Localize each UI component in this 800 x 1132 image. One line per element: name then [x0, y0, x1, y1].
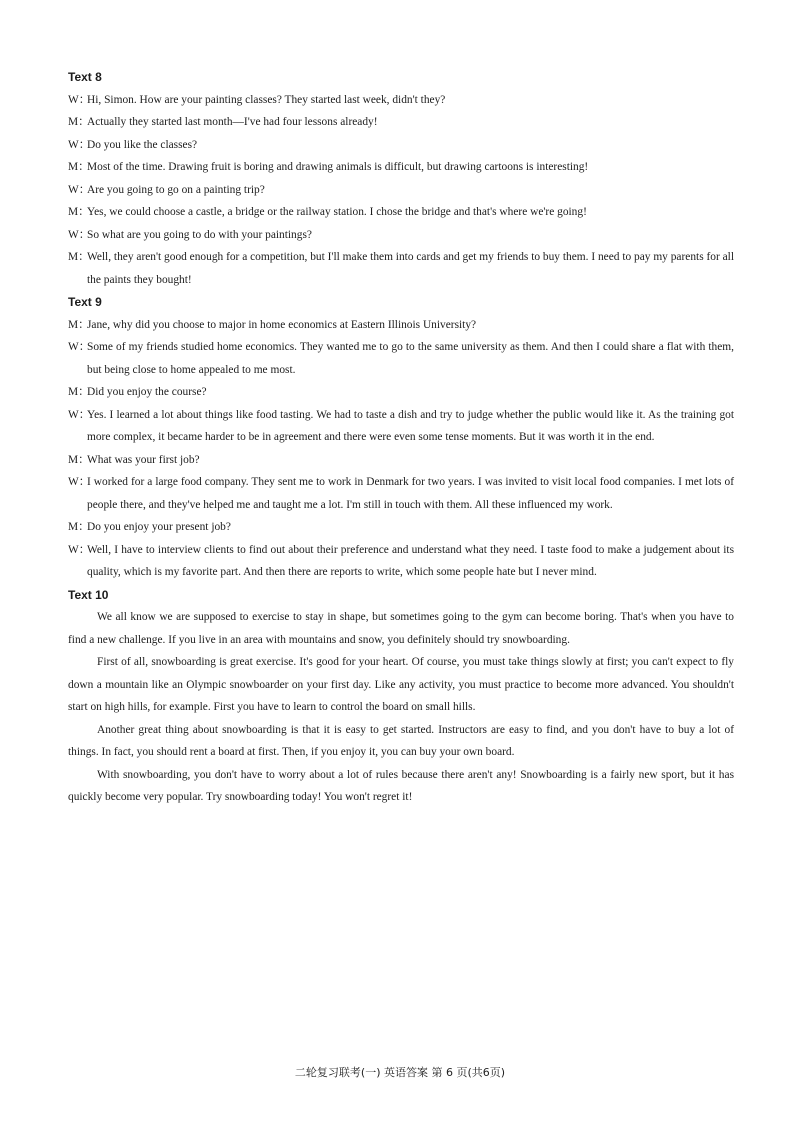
utterance: Well, they aren't good enough for a competition, but I'll make them into cards and get my friends to buy them. I need to pay my parents for all the paints they bought!: [87, 251, 734, 286]
paragraph: With snowboarding, you don't have to worry about a lot of rules because there aren't any! Snowboarding is a fairly new sport, but it has quickly become very popular. Try snowboarding today! You won't regret it!: [68, 768, 734, 803]
speaker-label: M：: [68, 161, 90, 173]
utterance: What was your first job?: [87, 453, 200, 466]
speaker-label: M：: [68, 521, 90, 533]
dialogue-line: [68, 179, 734, 202]
page-footer: 二轮复习联考(一) 英语答案 第 6 页(共6页): [294, 1066, 506, 1079]
dialogue-line: [68, 134, 734, 157]
dialogue-line: [68, 471, 734, 516]
speaker-label: M：: [68, 318, 90, 331]
utterance: Yes, we could choose a castle, a bridge or the railway station. I chose the bridge and that's where we're going!: [87, 206, 587, 218]
dialogue-line: [68, 516, 734, 539]
page-content: [68, 66, 734, 809]
dialogue-line: [68, 224, 734, 247]
dialogue-line: [68, 314, 734, 337]
utterance: I worked for a large food company. They sent me to work in Denmark for two years. I was invited to visit local food companies. I met lots of people there, and they've helped me and taught me a lot. I'm still in touch with them. All these influenced my work.: [87, 476, 734, 511]
dialogue-line: [68, 201, 734, 224]
speaker-label: W：: [68, 138, 91, 151]
dialogue-line: [68, 246, 734, 291]
utterance: Did you enjoy the course?: [87, 386, 207, 398]
utterance: Most of the time. Drawing fruit is boring and drawing animals is difficult, but drawing cartoons is interesting!: [87, 161, 589, 173]
dialogue-line: [68, 336, 734, 381]
speaker-label: W：: [68, 476, 91, 488]
speaker-label: M：: [68, 116, 90, 128]
paragraph: Another great thing about snowboarding is that it is easy to get started. Instructors are easy to find, and you don't have to buy a lot of things. In fact, you should rent a board at first. Then, if you enjoy it, you can buy your own board.: [68, 723, 734, 758]
section-heading: Text 8: [68, 70, 102, 84]
utterance: Do you enjoy your present job?: [87, 521, 231, 533]
speaker-label: W：: [68, 93, 91, 106]
speaker-label: W：: [68, 228, 91, 241]
speaker-label: M：: [68, 251, 90, 263]
section-heading: Text 10: [68, 587, 109, 602]
dialogue-line: [68, 111, 734, 134]
speaker-label: W：: [68, 341, 91, 353]
utterance: Jane, why did you choose to major in home economics at Eastern Illinois University?: [87, 318, 477, 331]
utterance: Do you like the classes?: [87, 138, 198, 151]
speaker-label: M：: [68, 206, 90, 218]
utterance: Hi, Simon. How are your painting classes? They started last week, didn't they?: [87, 93, 446, 106]
speaker-label: W：: [68, 543, 91, 556]
speaker-label: M：: [68, 453, 90, 466]
utterance: Are you going to go on a painting trip?: [87, 183, 265, 196]
utterance: Well, I have to interview clients to find out about their preference and understand what they need. I taste food to make a judgement about its quality, which is my favorite part. And then there are reports to write, which some people hate but I never mind.: [87, 543, 734, 578]
text-10-section: [68, 584, 734, 809]
text-8-section: [68, 66, 734, 291]
paragraph: First of all, snowboarding is great exercise. It's good for your heart. Of course, you must take things slowly at first; you can't expect to fly down a mountain like an Olympic snowboarder on your first day. Like any activity, you must practice to become more advanced. You shouldn't start on high hills, for example. First you have to learn to control the board on small hills.: [68, 656, 734, 713]
text-9-section: [68, 291, 734, 584]
dialogue: [68, 314, 734, 584]
utterance: Some of my friends studied home economics. They wanted me to go to the same university as them. And then I could share a flat with them, but being close to home appealed to me most.: [87, 341, 734, 376]
section-heading: Text 9: [68, 295, 102, 309]
speaker-label: M：: [68, 386, 90, 398]
paragraph: We all know we are supposed to exercise to stay in shape, but sometimes going to the gym can become boring. That's when you have to find a new challenge. If you live in an area with mountains and snow, you definitely should try snowboarding.: [68, 611, 734, 646]
dialogue-line: [68, 381, 734, 404]
utterance: Actually they started last month—I've had four lessons already!: [87, 116, 378, 128]
dialogue-line: [68, 156, 734, 179]
dialogue-line: [68, 539, 734, 584]
speaker-label: W：: [68, 408, 91, 421]
dialogue: [68, 89, 734, 292]
speaker-label: W：: [68, 183, 91, 196]
utterance: Yes. I learned a lot about things like food tasting. We had to taste a dish and try to judge whether the public would like it. As the training got more complex, it became harder to be in agreement and there were even some tense moments. But it was worth it in the end.: [87, 408, 734, 443]
dialogue-line: [68, 89, 734, 112]
dialogue-line: [68, 404, 734, 449]
utterance: So what are you going to do with your paintings?: [87, 228, 312, 241]
dialogue-line: [68, 449, 734, 472]
